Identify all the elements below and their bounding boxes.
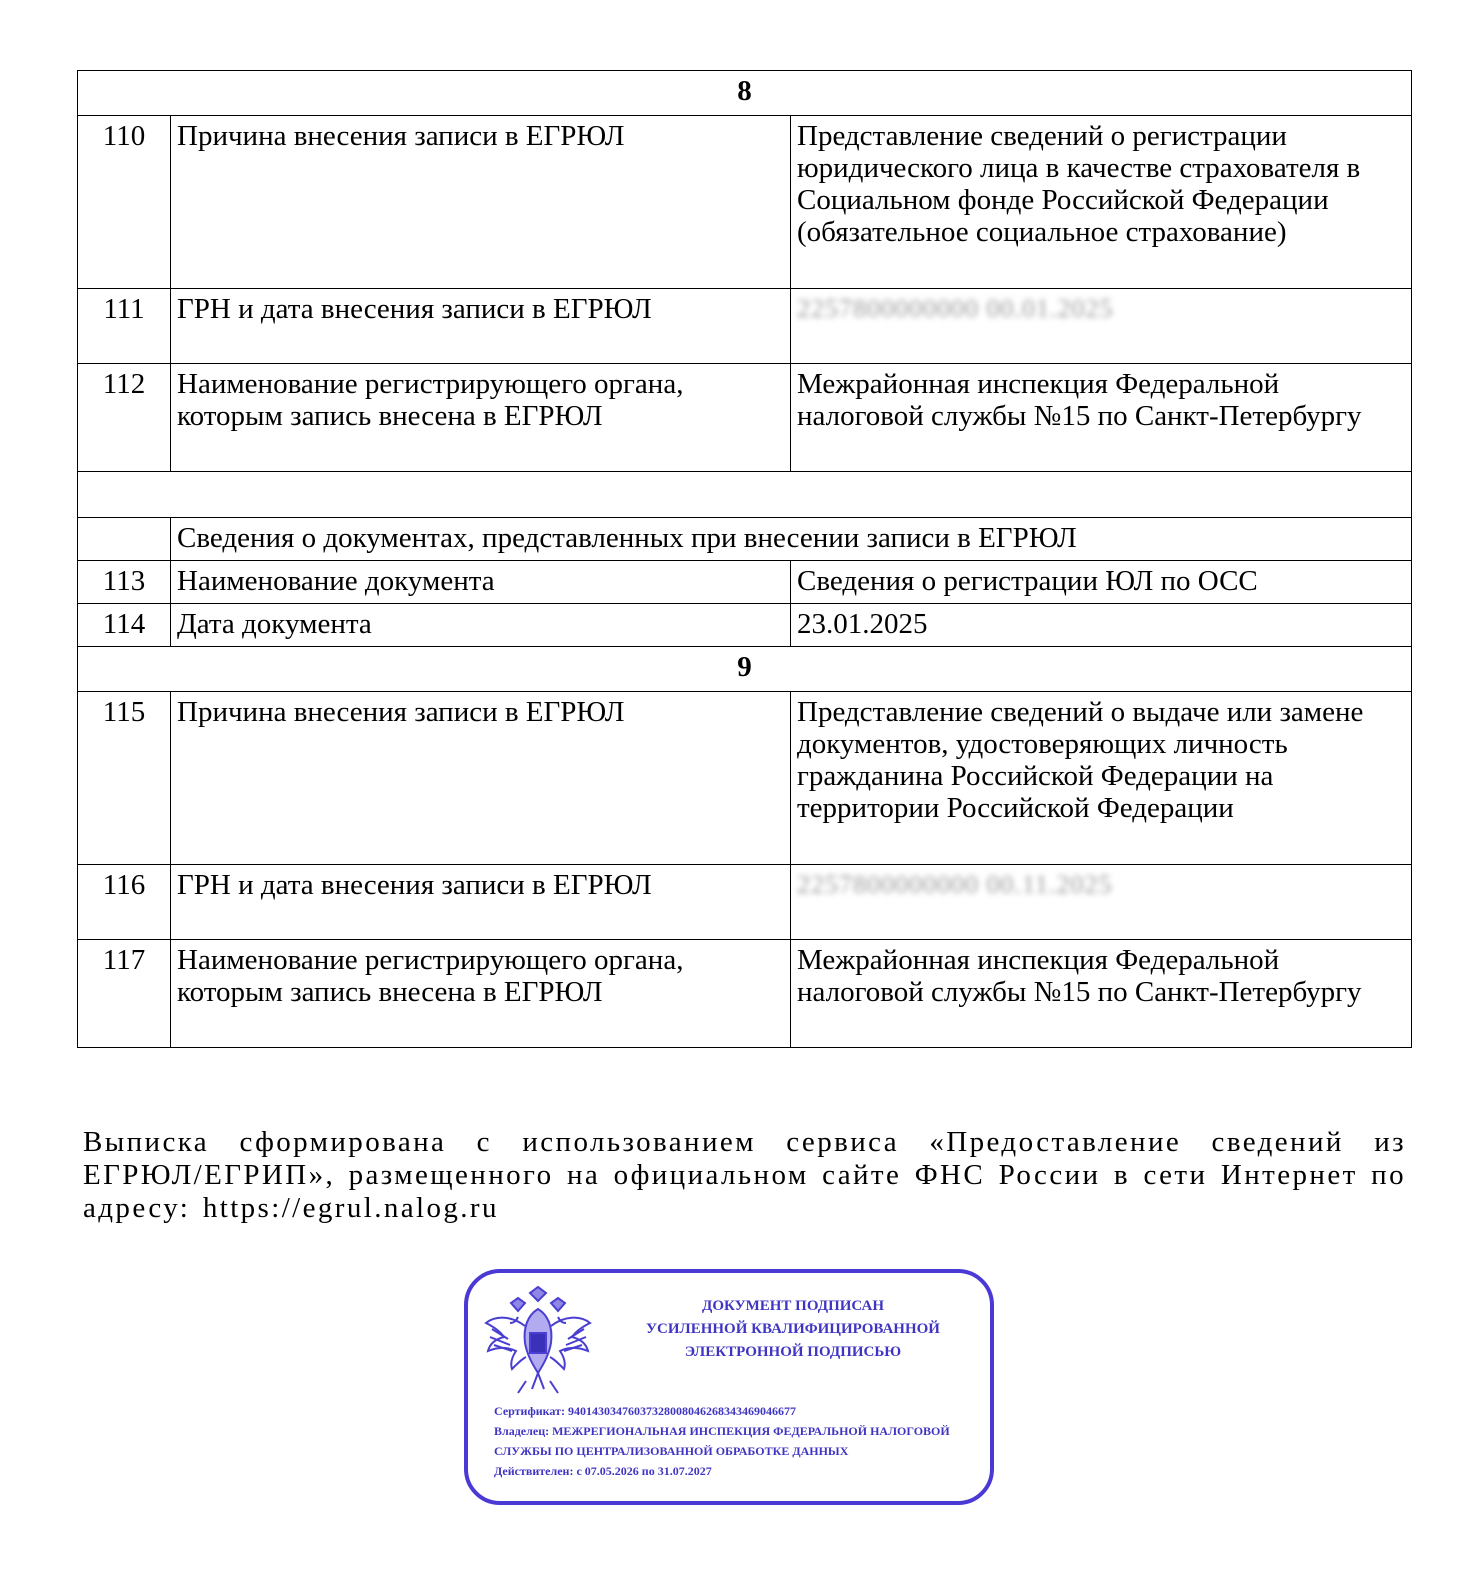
row-number: 112 [78, 364, 171, 472]
row-number: 113 [78, 561, 171, 604]
row-value: Представление сведений о регистрации юридического лица в качестве страхователя в Социальном фонде Российской Федерации (обязательное социальное страхование) [791, 116, 1412, 289]
section-number: 8 [78, 71, 1412, 116]
row-label: Причина внесения записи в ЕГРЮЛ [171, 692, 791, 865]
row-label: Наименование регистрирующего органа, которым запись внесена в ЕГРЮЛ [171, 940, 791, 1048]
stamp-title-line: ДОКУМЕНТ ПОДПИСАН [702, 1298, 884, 1314]
signature-stamp-details [494, 1401, 964, 1481]
table-row [78, 692, 1412, 865]
table-row [78, 865, 1412, 940]
blank-cell [78, 472, 1412, 518]
table-row [78, 604, 1412, 647]
redacted-text: 2257800000000 00.01.2025 [797, 294, 1114, 323]
row-number: 111 [78, 289, 171, 364]
double-headed-eagle-emblem-icon [478, 1281, 598, 1401]
row-label: Причина внесения записи в ЕГРЮЛ [171, 116, 791, 289]
documents-heading: Сведения о документах, представленных при внесении записи в ЕГРЮЛ [171, 518, 1412, 561]
row-value: Межрайонная инспекция Федеральной налоговой службы №15 по Санкт-Петербургу [791, 364, 1412, 472]
blank-row [78, 472, 1412, 518]
signature-stamp-title [608, 1295, 978, 1364]
stamp-title-line: УСИЛЕННОЙ КВАЛИФИЦИРОВАННОЙ [646, 1321, 940, 1337]
documents-heading-row [78, 518, 1412, 561]
row-label: Дата документа [171, 604, 791, 647]
section-number: 9 [78, 647, 1412, 692]
row-value: 23.01.2025 [791, 604, 1412, 647]
section-header-row [78, 71, 1412, 116]
row-value: Межрайонная инспекция Федеральной налоговой службы №15 по Санкт-Петербургу [791, 940, 1412, 1048]
redacted-grn-value [791, 865, 1412, 940]
redacted-text: 2257800000000 00.11.2025 [797, 870, 1113, 899]
table-row [78, 364, 1412, 472]
row-value: Сведения о регистрации ЮЛ по ОСС [791, 561, 1412, 604]
certificate-validity: Действителен: с 07.05.2026 по 31.07.2027 [494, 1464, 712, 1478]
redacted-grn-value [791, 289, 1412, 364]
table-row [78, 116, 1412, 289]
section-header-row [78, 647, 1412, 692]
row-number: 117 [78, 940, 171, 1048]
row-label: ГРН и дата внесения записи в ЕГРЮЛ [171, 289, 791, 364]
row-number: 115 [78, 692, 171, 865]
row-number: 114 [78, 604, 171, 647]
row-label: Наименование документа [171, 561, 791, 604]
stamp-title-line: ЭЛЕКТРОННОЙ ПОДПИСЬЮ [684, 1344, 902, 1360]
row-label: ГРН и дата внесения записи в ЕГРЮЛ [171, 865, 791, 940]
certificate-number: Сертификат: 9401430347603732800804626834346904667​7 [494, 1404, 796, 1418]
row-number: 110 [78, 116, 171, 289]
row-number: 116 [78, 865, 171, 940]
table-row [78, 561, 1412, 604]
row-value: Представление сведений о выдаче или замене документов, удостоверяющих личность гражданина Российской Федерации на территории Российской Федерации [791, 692, 1412, 865]
extract-source-note: Выписка сформирована с использованием сервиса «Предоставление сведений из ЕГРЮЛ/ЕГРИП», размещенного на официальном сайте ФНС России в сети Интернет по адресу: https://egrul.nalog.ru [83, 1126, 1406, 1224]
electronic-signature-stamp [464, 1269, 994, 1505]
row-label: Наименование регистрирующего органа, которым запись внесена в ЕГРЮЛ [171, 364, 791, 472]
certificate-owner: Владелец: МЕЖРЕГИОНАЛЬНАЯ ИНСПЕКЦИЯ ФЕДЕРАЛЬНОЙ НАЛОГОВОЙ СЛУЖБЫ ПО ЦЕНТРАЛИЗОВАННОЙ ОБРАБОТКЕ ДАННЫХ [494, 1424, 950, 1458]
empty-number-cell [78, 518, 171, 561]
table-row [78, 289, 1412, 364]
table-row [78, 940, 1412, 1048]
egrul-extract-table [77, 70, 1412, 1048]
